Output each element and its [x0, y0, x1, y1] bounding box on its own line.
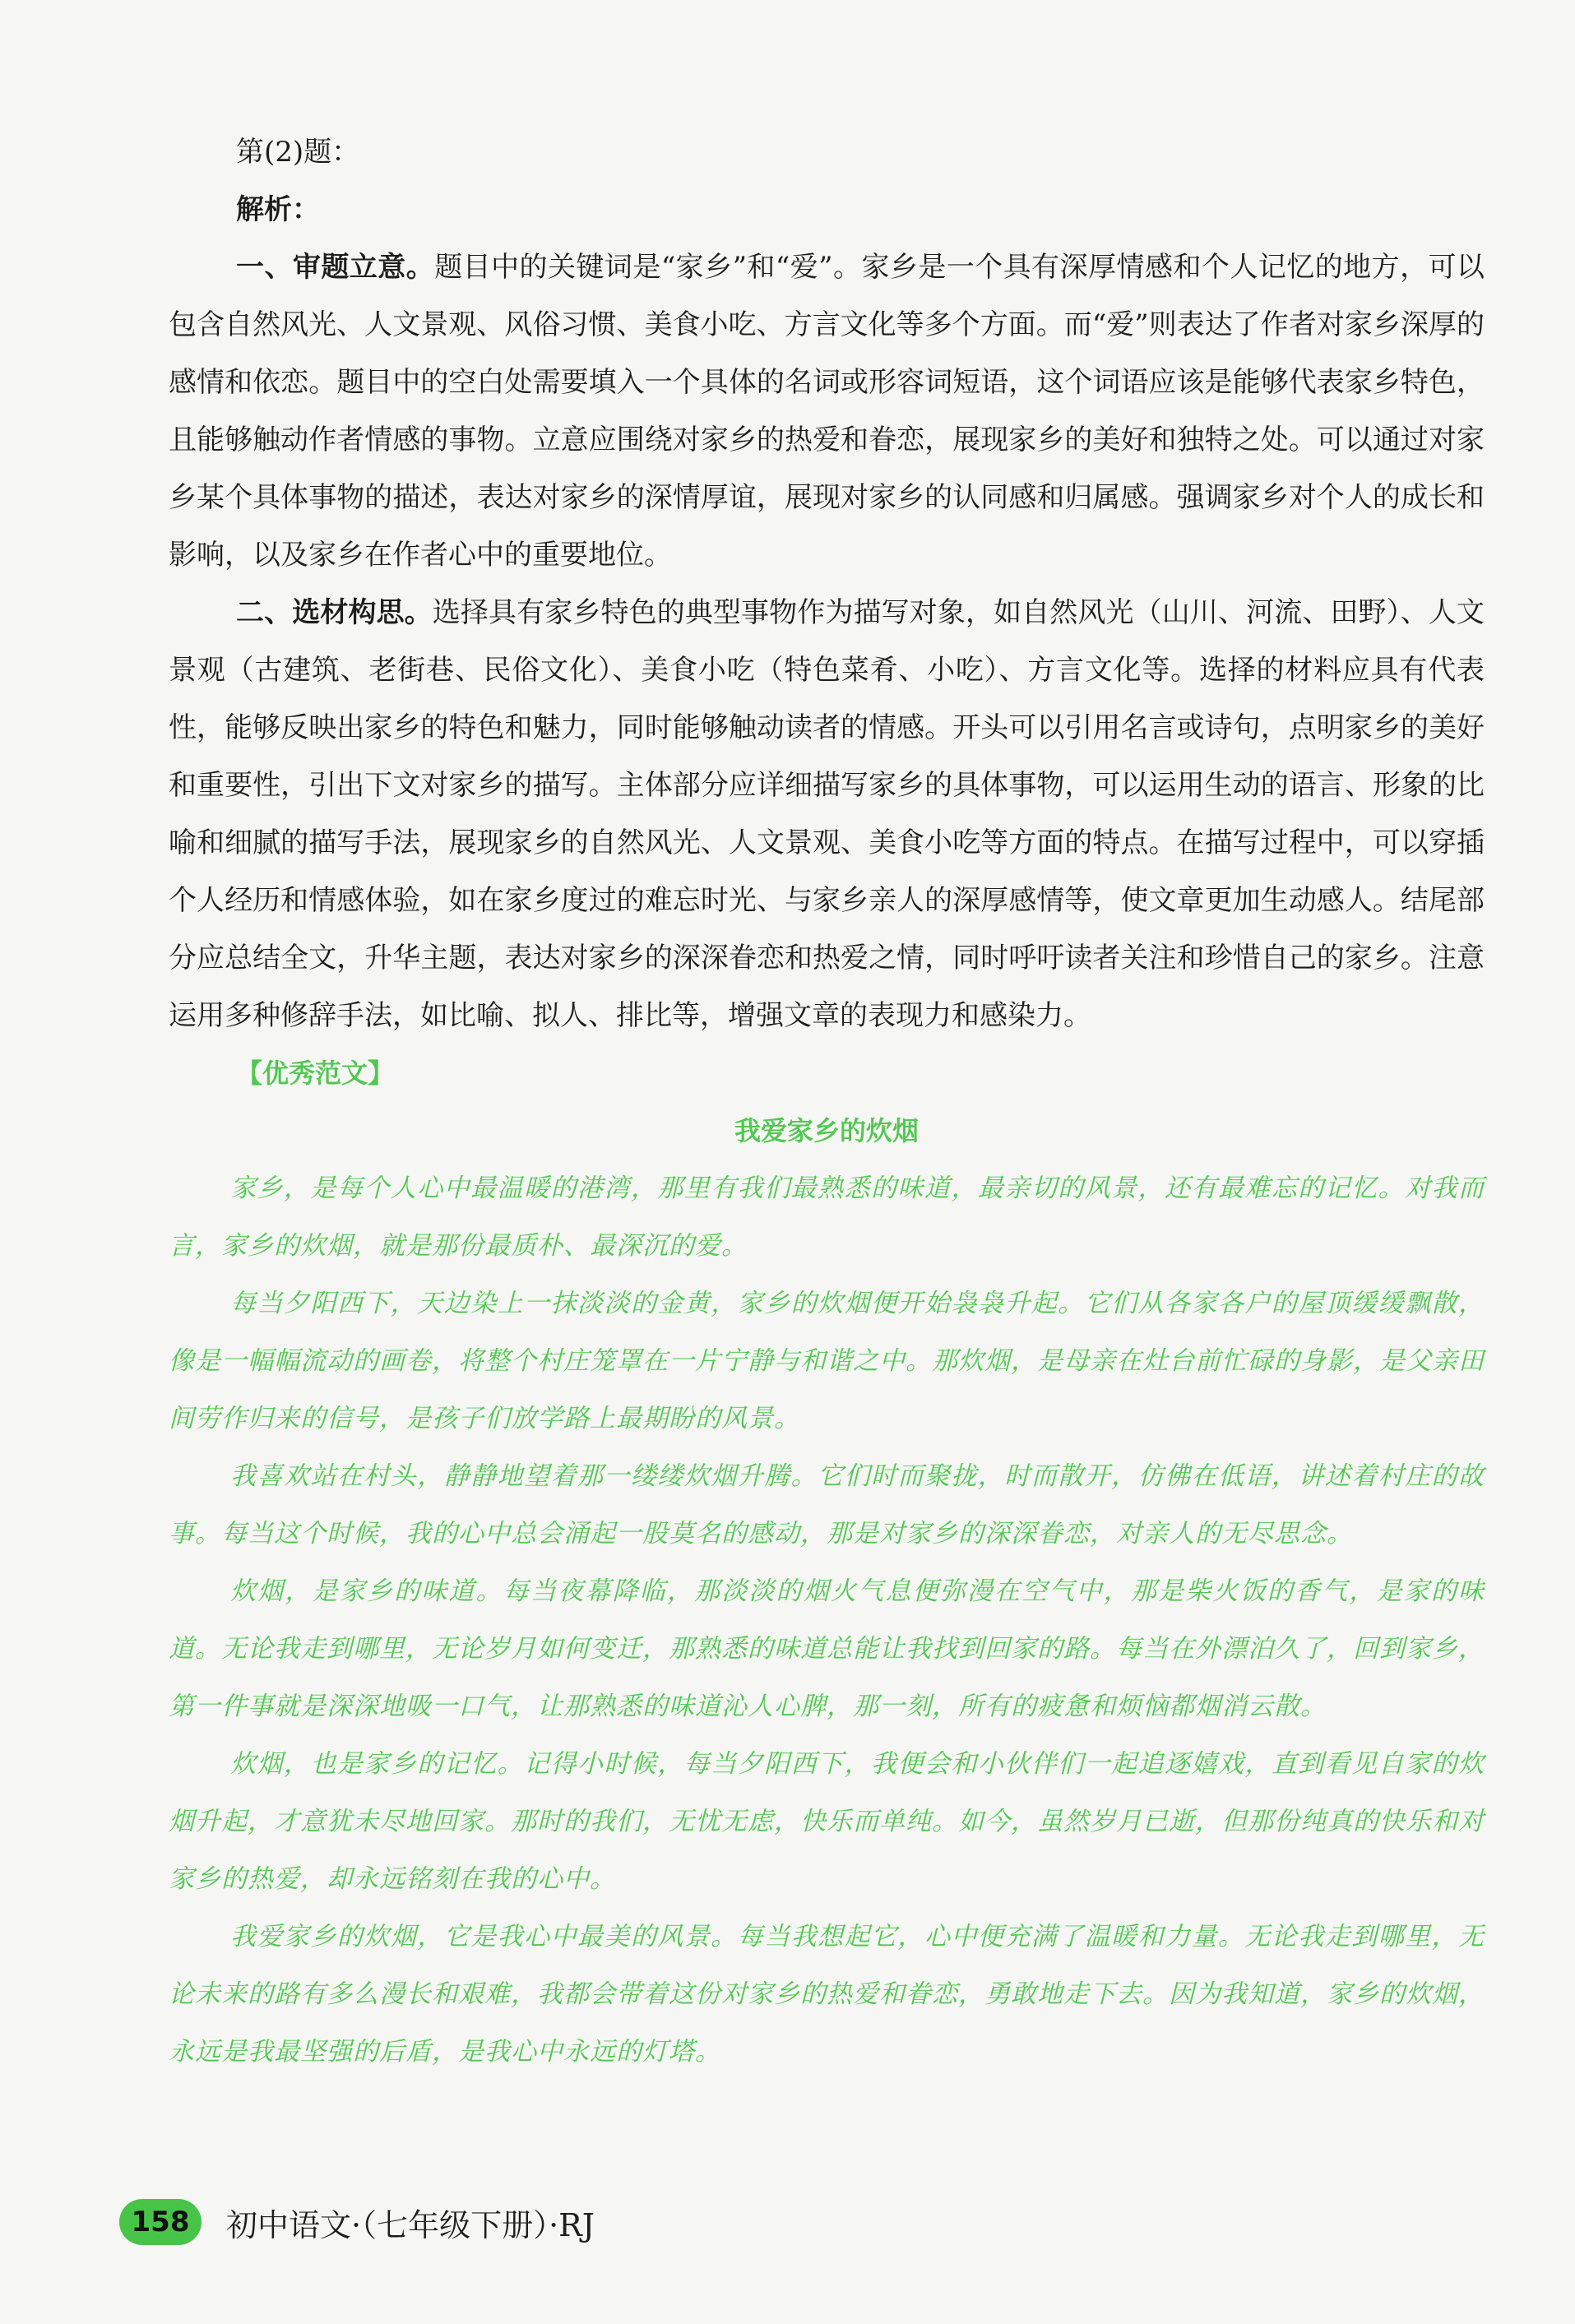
page-number-badge: 158 — [119, 2199, 202, 2245]
analysis-label: 解析： — [236, 193, 320, 226]
section-material-selection-text: 选择具有家乡特色的典型事物作为描写对象，如自然风光（山川、河流、田野）、人文景观（古建筑、老街巷、民俗文化）、美食小吃（特色菜肴、小吃）、方言文化等。选择的材料应具有代表性，能够反映出家乡的特色和魅力，同时能够触动读者的情感。开头可以引用名言或诗句，点明家乡的美好和重要性，引出下文对家乡的描写。主体部分应详细描写家乡的具体事物，可以运用生动的语言、形象的比喻和细腻的描写手法，展现家乡的自然风光、人文景观、美食小吃等方面的特点。在描写过程中，可以穿插个人经历和情感体验，如在家乡度过的难忘时光、与家乡亲人的深厚感情等，使文章更加生动感人。结尾部分应总结全文，升华主题，表达对家乡的深深眷恋和热爱之情，同时呼吁读者关注和珍惜自己的家乡。注意运用多种修辞手法，如比喻、拟人、排比等，增强文章的表现力和感染力。 — [169, 596, 1485, 1032]
sample-essay-tag: 【优秀范文】 — [236, 1058, 395, 1089]
essay-paragraph: 我喜欢站在村头，静静地望着那一缕缕炊烟升腾。它们时而聚拢，时而散开，仿佛在低语，讲述着村庄的故事。每当这个时候，我的心中总会涌起一股莫名的感动，那是对家乡的深深眷恋，对亲人的无尽思念。 — [169, 1461, 1485, 1549]
section-review-topic-lead: 一、审题立意。 — [236, 251, 435, 284]
sample-essay-title: 我爱家乡的炊烟 — [734, 1115, 919, 1146]
section-review-topic-text: 题目中的关键词是“家乡”和“爱”。家乡是一个具有深厚情感和个人记忆的地方，可以包含自然风光、人文景观、风俗习惯、美食小吃、方言文化等多个方面。而“爱”则表达了作者对家乡深厚的感情和依恋。题目中的空白处需要填入一个具体的名词或形容词短语，这个词语应该是能够代表家乡特色，且能够触动作者情感的事物。立意应围绕对家乡的热爱和眷恋，展现家乡的美好和独特之处。可以通过对家乡某个具体事物的描述，表达对家乡的深情厚谊，展现对家乡的认同感和归属感。强调家乡对个人的成长和影响，以及家乡在作者心中的重要地位。 — [169, 251, 1485, 572]
essay-paragraph: 家乡，是每个人心中最温暖的港湾，那里有我们最熟悉的味道，最亲切的风景，还有最难忘的记忆。对我而言，家乡的炊烟，就是那份最质朴、最深沉的爱。 — [169, 1174, 1485, 1261]
section-material-selection — [169, 584, 1485, 1044]
essay-paragraph: 炊烟，是家乡的味道。每当夜幕降临，那淡淡的烟火气息便弥漫在空气中，那是柴火饭的香气，是家的味道。无论我走到哪里，无论岁月如何变迁，那熟悉的味道总能让我找到回家的路。每当在外漂泊久了，回到家乡，第一件事就是深深地吸一口气，让那熟悉的味道沁人心脾，那一刻，所有的疲惫和烦恼都烟消云散。 — [169, 1576, 1485, 1721]
section-material-selection-lead: 二、选材构思。 — [236, 596, 433, 629]
essay-paragraph: 炊烟，也是家乡的记忆。记得小时候，每当夕阳西下，我便会和小伙伴们一起追逐嬉戏，直到看见自家的炊烟升起，才意犹未尽地回家。那时的我们，无忧无虑，快乐而单纯。如今，虽然岁月已逝，但那份纯真的快乐和对家乡的热爱，却永远铭刻在我的心中。 — [169, 1749, 1485, 1894]
essay-paragraph: 我爱家乡的炊烟，它是我心中最美的风景。每当我想起它，心中便充满了温暖和力量。无论我走到哪里，无论未来的路有多么漫长和艰难，我都会带着这份对家乡的热爱和眷恋，勇敢地走下去。因为我知道，家乡的炊烟，永远是我最坚强的后盾，是我心中永远的灯塔。 — [169, 1922, 1485, 2067]
question-label: 第(2)题： — [236, 136, 360, 169]
book-title: 初中语文·（七年级下册）·RJ — [226, 2206, 595, 2243]
page-footer — [119, 2196, 595, 2248]
section-review-topic — [169, 238, 1485, 584]
page-content — [169, 123, 1485, 2081]
essay-paragraph: 每当夕阳西下，天边染上一抹淡淡的金黄，家乡的炊烟便开始袅袅升起。它们从各家各户的屋顶缓缓飘散，像是一幅幅流动的画卷，将整个村庄笼罩在一片宁静与和谐之中。那炊烟，是母亲在灶台前忙碌的身影，是父亲田间劳作归来的信号，是孩子们放学路上最期盼的风景。 — [169, 1289, 1485, 1433]
